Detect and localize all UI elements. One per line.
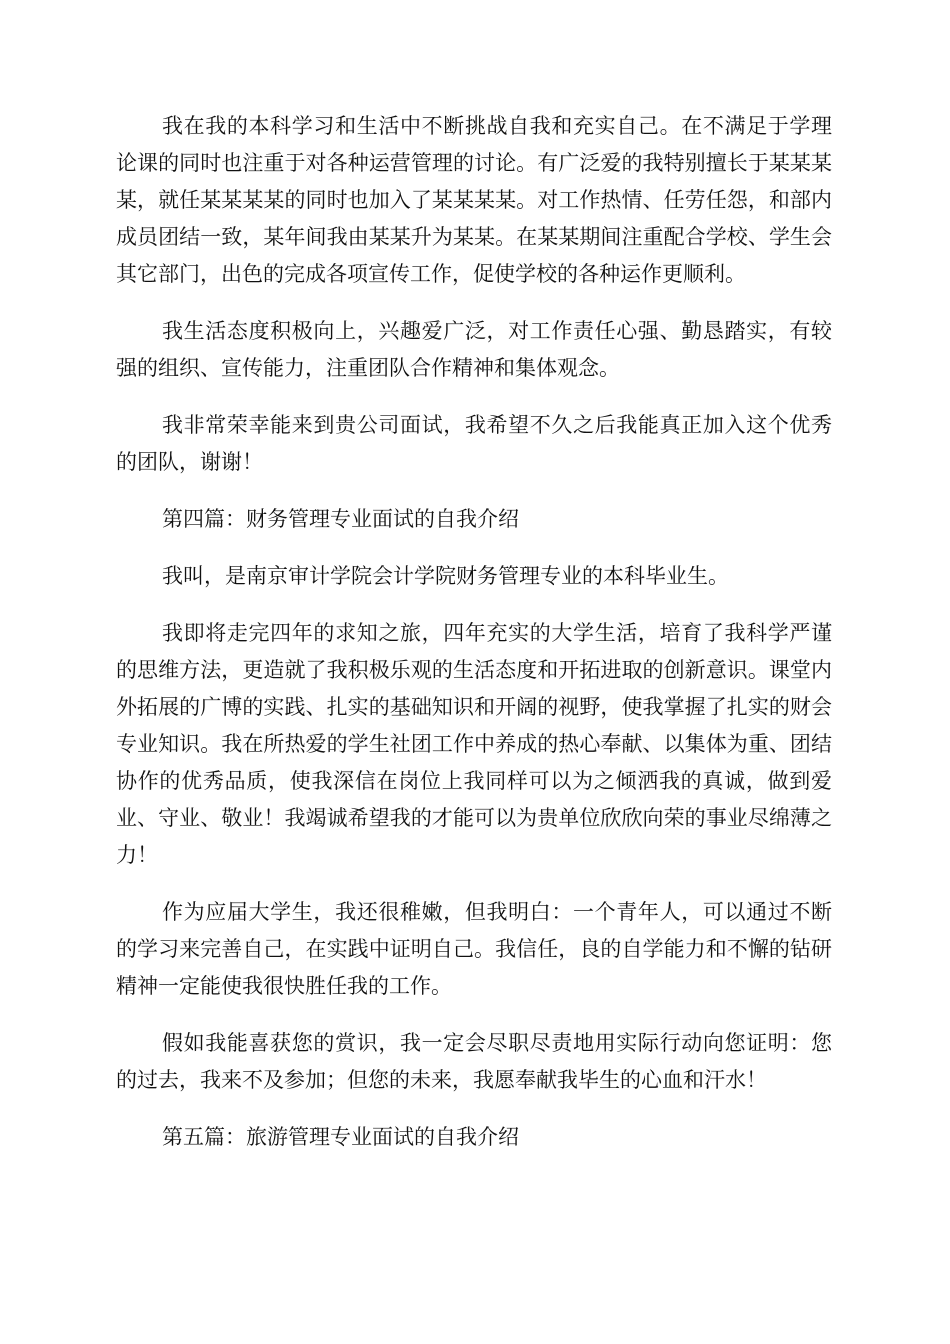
section-heading-part-four: 第四篇：财务管理专业面试的自我介绍	[162, 507, 519, 531]
document-page	[116, 108, 832, 1176]
paragraph-university-life: 我即将走完四年的求知之旅，四年充实的大学生活，培育了我科学严谨的思维方法，更造就了我积极乐观的生活态度和开拓进取的创新意识。课堂内外拓展的广博的实践、扎实的基础知识和开阔的视野，使我掌握了扎实的财会专业知识。我在所热爱的学生社团工作中养成的热心奉献、以集体为重、团结协作的优秀品质，使我深信在岗位上我同样可以为之倾洒我的真诚，做到爱业、守业、敬业！我竭诚希望我的才能可以为贵单位欣欣向荣的事业尽绵薄之力！	[116, 621, 832, 867]
paragraph-closing-thanks: 我非常荣幸能来到贵公司面试，我希望不久之后我能真正加入这个优秀的团队，谢谢！	[116, 413, 832, 474]
paragraph-self-challenge: 我在我的本科学习和生活中不断挑战自我和充实自己。在不满足于学理论课的同时也注重于对各种运营管理的讨论。有广泛爱的我特别擅长于某某某某，就任某某某某的同时也加入了某某某某。对工作热情、任劳任怨，和部内成员团结一致，某年间我由某某升为某某。在某某期间注重配合学校、学生会其它部门，出色的完成各项宣传工作，促使学校的各种运作更顺利。	[116, 114, 832, 286]
paragraph-promise: 假如我能喜获您的赏识，我一定会尽职尽责地用实际行动向您证明：您的过去，我来不及参加；但您的未来，我愿奉献我毕生的心血和汗水！	[116, 1031, 832, 1092]
paragraph-introduction: 我叫，是南京审计学院会计学院财务管理专业的本科毕业生。	[162, 564, 729, 588]
paragraph-attitude: 我生活态度积极向上，兴趣爱广泛，对工作责任心强、勤恳踏实，有较强的组织、宣传能力，注重团队合作精神和集体观念。	[116, 319, 832, 380]
paragraph-graduate: 作为应届大学生，我还很稚嫩，但我明白：一个青年人，可以通过不断的学习来完善自己，在实践中证明自己。我信任，良的自学能力和不懈的钻研精神一定能使我很快胜任我的工作。	[116, 900, 832, 998]
section-heading-part-five: 第五篇：旅游管理专业面试的自我介绍	[162, 1125, 519, 1149]
